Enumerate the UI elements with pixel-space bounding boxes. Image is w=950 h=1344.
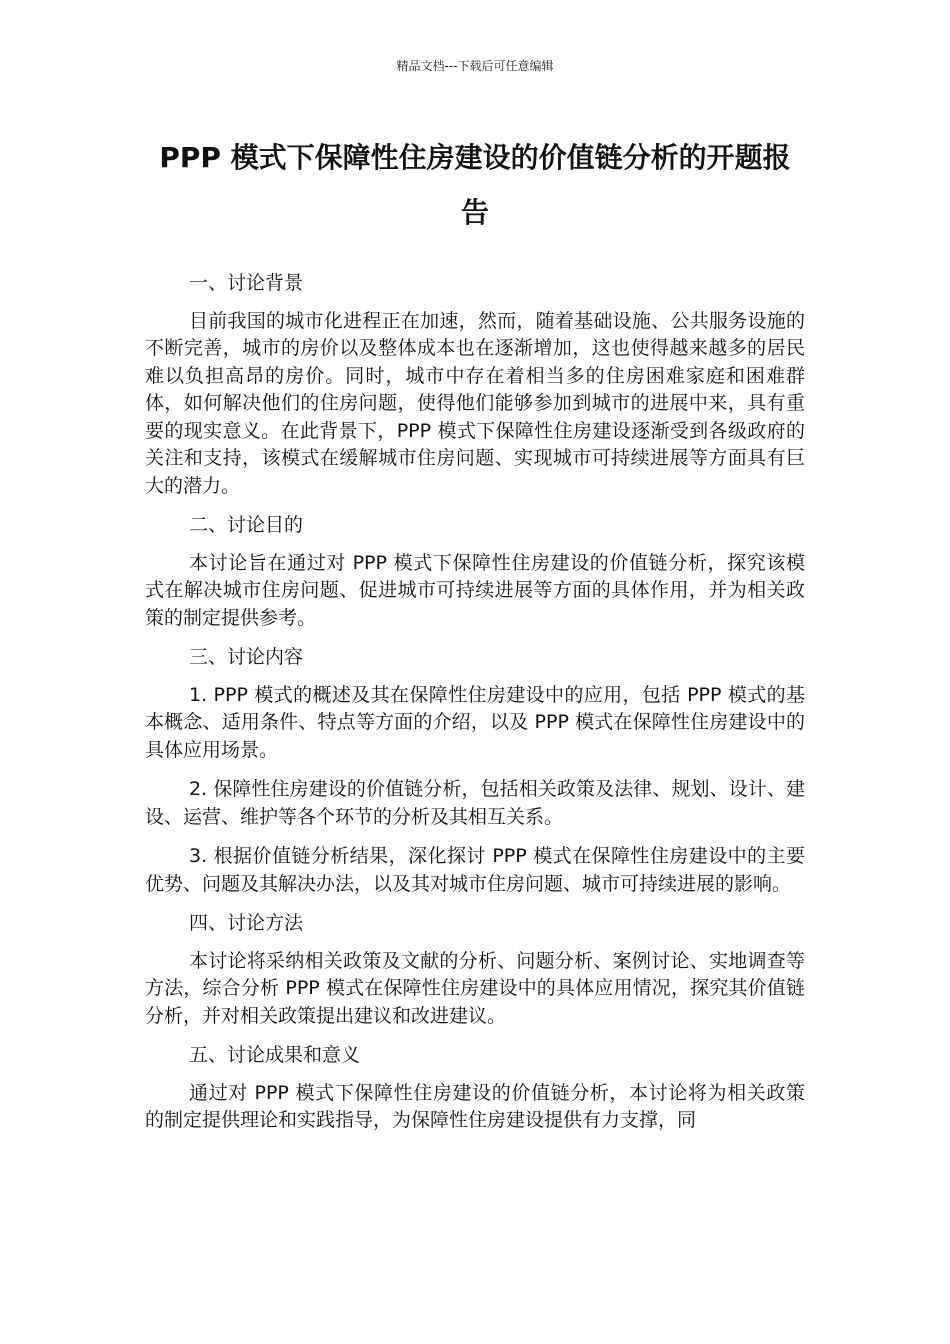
section-heading-background: 一、讨论背景 [189,272,304,294]
section-heading-method: 四、讨论方法 [189,912,304,934]
paragraph-method: 本讨论将采纳相关政策及文献的分析、问题分析、案例讨论、实地调查等方法，综合分析 PPP 模式在保障性住房建设中的具体应用情况，探究其价值链分析，并对相关政策提出建议和改进建议。 [145,949,805,1027]
header-note: 精品文档---下载后可任意编辑 [396,59,554,73]
content-item-2: 2. 保障性住房建设的价值链分析，包括相关政策及法律、规划、设计、建设、运营、维护等各个环节的分析及其相互关系。 [145,778,805,828]
paragraph-purpose: 本讨论旨在通过对 PPP 模式下保障性住房建设的价值链分析，探究该模式在解决城市住房问题、促进城市可持续进展等方面的具体作用，并为相关政策的制定提供参考。 [145,551,805,629]
section-heading-purpose: 二、讨论目的 [189,514,304,536]
content-item-1: 1. PPP 模式的概述及其在保障性住房建设中的应用，包括 PPP 模式的基本概念、适用条件、特点等方面的介绍，以及 PPP 模式在保障性住房建设中的具体应用场景。 [145,683,805,761]
section-heading-content: 三、讨论内容 [189,646,304,668]
document-title: PPP 模式下保障性住房建设的价值链分析的开题报告 [159,141,791,229]
content-item-3: 3. 根据价值链分析结果，深化探讨 PPP 模式在保障性住房建设中的主要优势、问题及其解决办法，以及其对城市住房问题、城市可持续进展的影响。 [145,845,805,895]
paragraph-background: 目前我国的城市化进程正在加速，然而，随着基础设施、公共服务设施的不断完善，城市的房价以及整体成本也在逐渐增加，这也使得越来越多的居民难以负担高昂的房价。同时，城市中存在着相当多的住房困难家庭和困难群体，如何解决他们的住房问题，使得他们能够参加到城市的进展中来，具有重要的现实意义。在此背景下，PPP 模式下保障性住房建设逐渐受到各级政府的关注和支持，该模式在缓解城市住房问题、实现城市可持续进展等方面具有巨大的潜力。 [145,309,805,497]
section-heading-results: 五、讨论成果和意义 [189,1044,361,1066]
document-body [145,270,805,1147]
paragraph-results: 通过对 PPP 模式下保障性住房建设的价值链分析，本讨论将为相关政策的制定提供理论和实践指导，为保障性住房建设提供有力支撑，同 [145,1081,805,1131]
